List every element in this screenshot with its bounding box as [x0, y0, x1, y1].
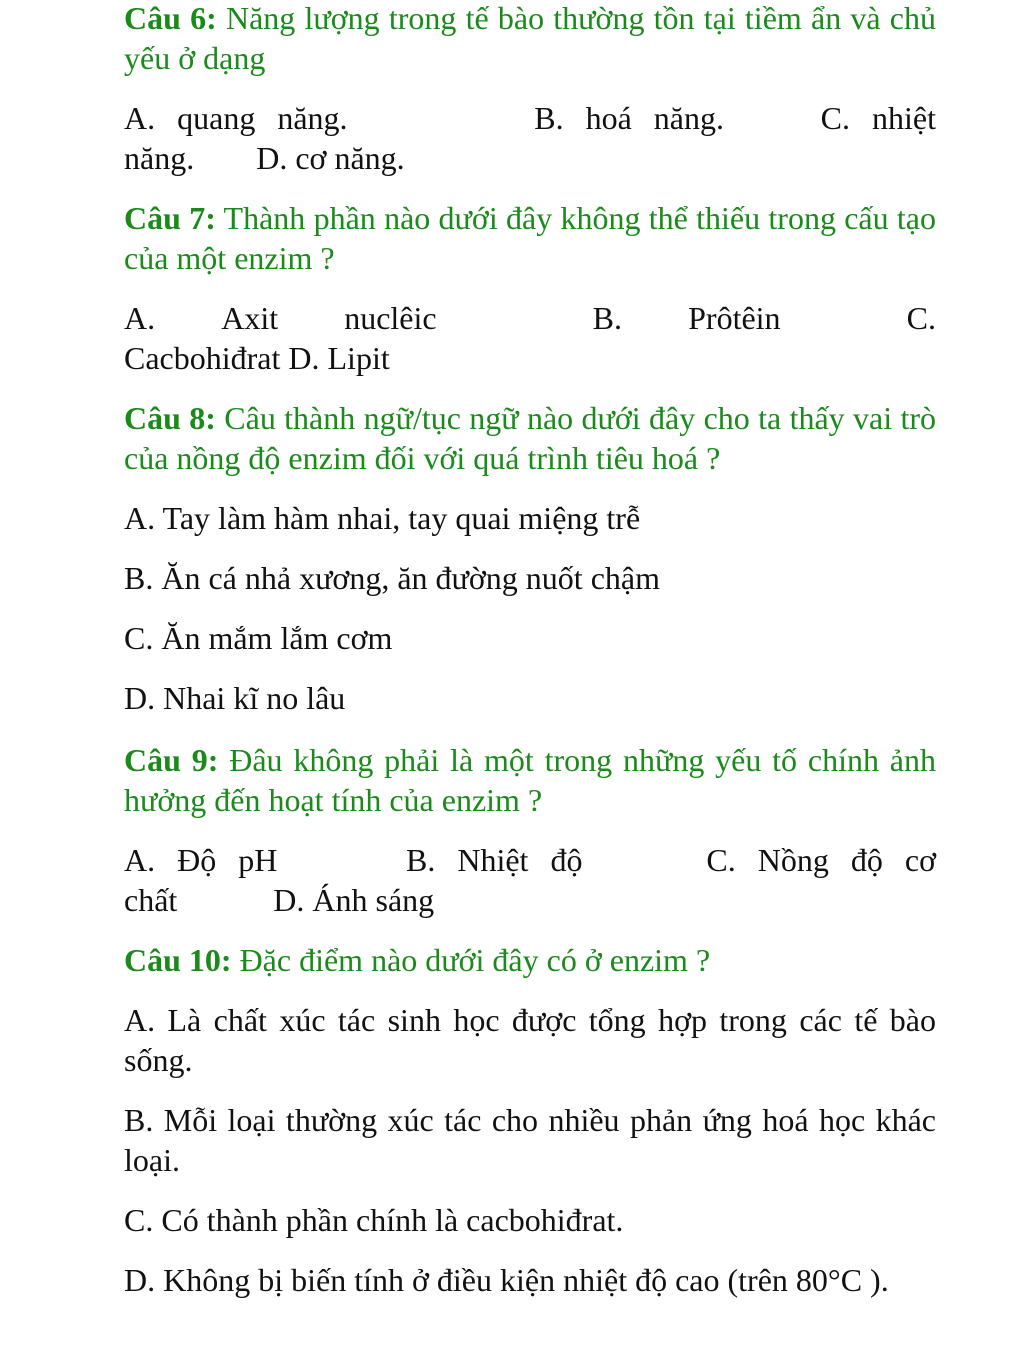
question-6-options-row-2 [124, 138, 405, 178]
question-6-option-d: D. cơ năng. [256, 140, 405, 176]
question-6-option-c-cont: năng. [124, 140, 195, 176]
question-8-option-c: C. Ăn mắm lắm cơm [124, 620, 393, 656]
question-9-option-a: A. Độ pH [124, 842, 278, 878]
question-9-option-d: D. Ánh sáng [273, 882, 435, 918]
question-8-option-a: A. Tay làm hàm nhai, tay quai miệng trễ [124, 500, 641, 536]
question-9-options-row [124, 840, 936, 880]
question-7-option-a-word2: nuclêic [344, 300, 437, 336]
question-9-options-row-2 [124, 880, 434, 920]
question-10-text: Đặc điểm nào dưới đây có ở enzim ? [231, 942, 711, 978]
question-9-option-c-cont: chất [124, 882, 178, 918]
question-9-option-c: C. Nồng độ cơ [706, 842, 936, 878]
question-7-option-c-letter: C. [906, 300, 936, 336]
question-10-option-c: C. Có thành phần chính là cacbohiđrat. [124, 1202, 624, 1238]
question-6-label: Câu 6: [124, 0, 217, 36]
question-7-options-row-2 [124, 338, 390, 378]
question-6-text: Năng lượng trong tế bào thường tồn tại tiềm ẩn và chủ yếu ở dạng [124, 0, 937, 76]
question-7-option-b-word: Prôtêin [688, 300, 781, 336]
question-10-option-a: A. Là chất xúc tác sinh học được tổng hợp trong các tế bào sống. [124, 1002, 936, 1078]
question-10 [124, 940, 936, 980]
question-7 [124, 198, 936, 278]
question-7-option-d: D. Lipit [288, 340, 390, 376]
question-7-option-b-letter: B. [592, 300, 623, 336]
question-9-option-b: B. Nhiệt độ [406, 842, 583, 878]
question-8-label: Câu 8: [124, 400, 216, 436]
question-6 [124, 0, 936, 78]
question-7-text: Thành phần nào dưới đây không thể thiếu trong cấu tạo của một enzim ? [124, 200, 936, 276]
question-6-option-b: B. hoá năng. [534, 100, 724, 136]
question-9-label: Câu 9: [124, 742, 219, 778]
question-6-options-row [124, 98, 936, 138]
question-6-option-c: C. nhiệt [820, 100, 936, 136]
question-8 [124, 398, 936, 478]
question-7-label: Câu 7: [124, 200, 216, 236]
question-10-label: Câu 10: [124, 942, 232, 978]
question-6-option-a: A. quang năng. [124, 100, 348, 136]
question-7-option-a-word1: Axit [221, 300, 279, 336]
question-10-option-d: D. Không bị biến tính ở điều kiện nhiệt độ cao (trên 80°C ). [124, 1262, 889, 1298]
question-8-text: Câu thành ngữ/tục ngữ nào dưới đây cho ta thấy vai trò của nồng độ enzim đối với quá trình tiêu hoá ? [124, 400, 937, 476]
question-10-option-b: B. Mỗi loại thường xúc tác cho nhiều phản ứng hoá học khác loại. [124, 1102, 936, 1178]
question-9 [124, 740, 936, 820]
question-7-option-c-word: Cacbohiđrat [124, 340, 281, 376]
question-7-options-row [124, 298, 936, 338]
question-9-text: Đâu không phải là một trong những yếu tố chính ảnh hưởng đến hoạt tính của enzim ? [124, 742, 937, 818]
question-8-option-d: D. Nhai kĩ no lâu [124, 680, 346, 716]
question-7-option-a-letter: A. [124, 300, 156, 336]
question-8-option-b: B. Ăn cá nhả xương, ăn đường nuốt chậm [124, 560, 660, 596]
